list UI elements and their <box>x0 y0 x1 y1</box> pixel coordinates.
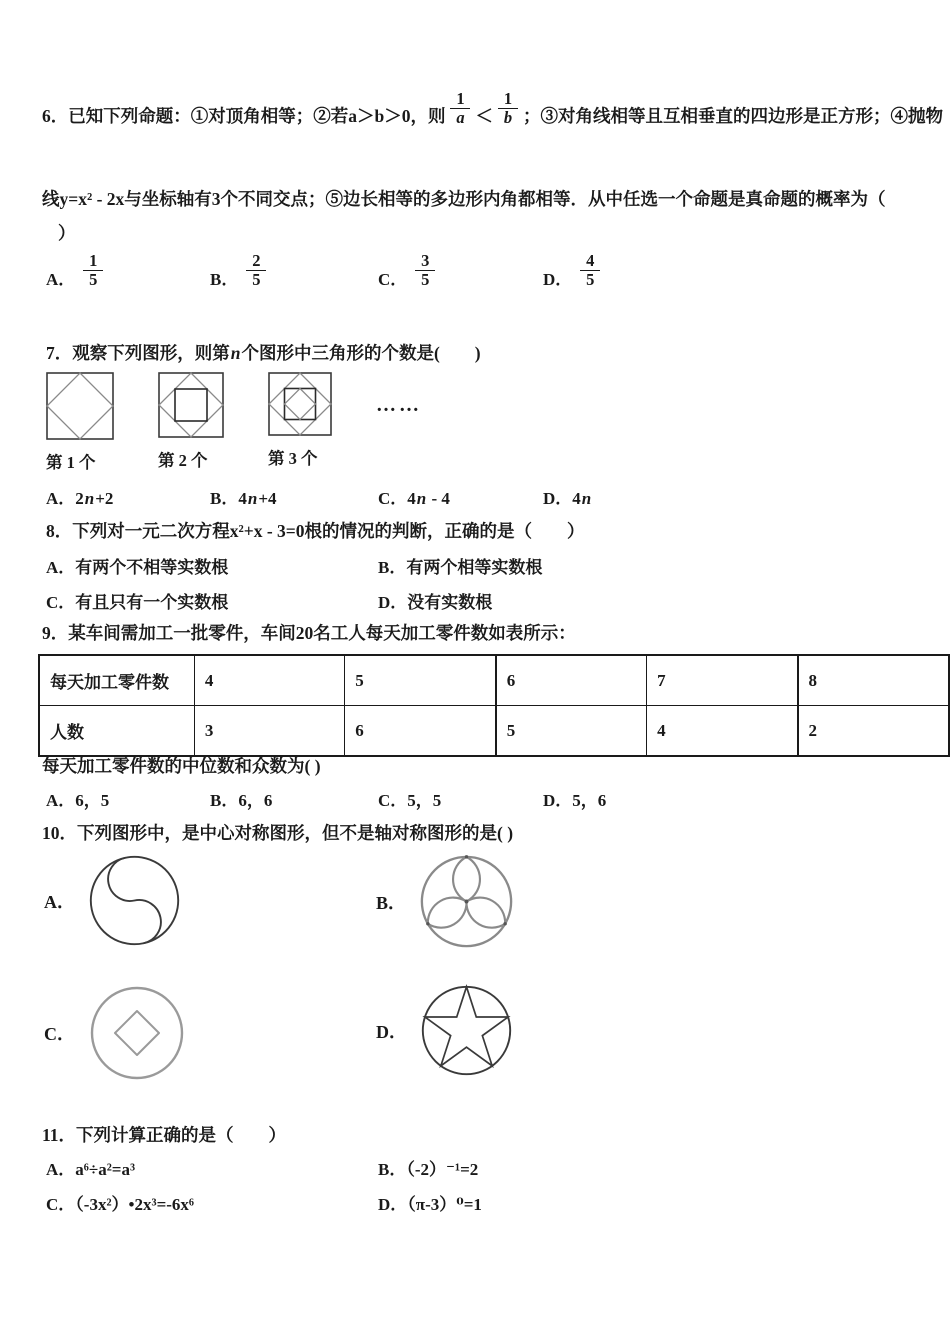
q6-option-a <box>46 252 108 290</box>
q11-option-b: B．（-2）⁻¹=2 <box>378 1160 479 1179</box>
q8-option-a: A．有两个不相等实数根 <box>46 558 229 577</box>
q7-options-row <box>0 484 950 508</box>
figure-caption: 第 1 个 <box>46 453 96 472</box>
q11-options-row1 <box>0 1155 950 1179</box>
q10-figures-row2 <box>0 983 950 1085</box>
trefoil-circle-icon <box>418 853 515 950</box>
q9-question-line: 每天加工零件数的中位数和众数为( ) <box>42 756 321 776</box>
table-cell: 4 <box>647 706 798 757</box>
table-header-cell: 每天加工零件数 <box>39 655 194 706</box>
less-than-sign: ＜ <box>475 105 493 126</box>
fraction-3-5: $\frac{3}{5}$ <box>415 252 435 290</box>
q10-stem: 10．下列图形中，是中心对称图形，但不是轴对称图形的是( ) <box>42 823 514 843</box>
q9-options-row <box>0 786 950 810</box>
q11-stem: 11．下列计算正确的是（ ） <box>42 1125 287 1145</box>
fraction-1-5: $\frac{1}{5}$ <box>83 252 103 290</box>
table-row-parts <box>39 655 949 706</box>
q6-option-d <box>543 252 605 290</box>
q9-option-d: D．5，6 <box>543 791 607 810</box>
square-diamond-square-diamond-icon <box>268 372 332 436</box>
table-header-cell: 人数 <box>39 706 194 757</box>
q8-stem: 8．下列对一元二次方程x²+x - 3=0根的情况的判断，正确的是（ ） <box>46 521 585 541</box>
q8-option-c: C．有且只有一个实数根 <box>46 593 229 612</box>
q11-option-a: A．a⁶÷a²=a³ <box>46 1160 136 1179</box>
table-cell: 8 <box>798 655 949 706</box>
q7-option-b: B．4n+4 <box>210 489 277 508</box>
q6-number: 6． <box>42 105 69 126</box>
q10-option-c: C． <box>44 983 187 1083</box>
figure-caption: 第 2 个 <box>158 451 208 470</box>
table-cell: 2 <box>798 706 949 757</box>
q9-stem: 9．某车间需加工一批零件，车间20名工人每天加工零件数如表所示： <box>42 623 576 643</box>
q9-number: 9． <box>42 623 69 643</box>
fraction-one-over-a: $\frac{1}{a}$ <box>450 90 470 128</box>
q10-option-b: B． <box>376 853 515 950</box>
q7-figure-2 <box>158 372 224 471</box>
table-cell: 5 <box>496 706 647 757</box>
option-label: C． <box>378 269 408 289</box>
square-diamond-square-icon <box>158 372 224 438</box>
q9-option-c: C．5，5 <box>378 791 442 810</box>
q7-option-a: A．2n+2 <box>46 489 114 508</box>
q8-option-b: B．有两个相等实数根 <box>378 558 543 577</box>
q6-close-paren: ） <box>58 223 76 243</box>
table-cell: 6 <box>345 706 496 757</box>
q9-option-a: A．6，5 <box>46 791 110 810</box>
fraction-2-5: $\frac{2}{5}$ <box>246 252 266 290</box>
table-cell: 5 <box>345 655 496 706</box>
q6-stem-part2: ；③对角线相等且互相垂直的四边形是正方形；④抛物 <box>522 105 943 126</box>
ellipsis-dots: …… <box>376 394 422 416</box>
q11-number: 11． <box>42 1125 77 1145</box>
q7-option-c: C．4n - 4 <box>378 489 450 508</box>
fraction-4-5: $\frac{4}{5}$ <box>580 252 600 290</box>
star-circle-icon <box>419 983 514 1078</box>
q6-options-row <box>0 252 950 308</box>
table-cell: 7 <box>647 655 798 706</box>
q8-options-row1 <box>0 553 950 577</box>
q7-option-d: D．4n <box>543 489 592 508</box>
q6-stem-part1: 已知下列命题：①对顶角相等；②若a＞b＞0，则 <box>68 105 446 126</box>
q6-option-b <box>210 252 271 290</box>
option-label: A． <box>46 269 76 289</box>
q7-figures-row <box>46 372 422 473</box>
q8-options-row2 <box>0 588 950 612</box>
variable-n: n <box>230 343 241 363</box>
square-with-diamond-icon <box>46 372 114 440</box>
table-cell: 4 <box>194 655 344 706</box>
fraction-one-over-b: $\frac{1}{b}$ <box>498 90 518 128</box>
q8-option-d: D．没有实数根 <box>378 593 493 612</box>
q6-stem-line1 <box>42 90 943 128</box>
q10-option-d: D． <box>376 983 514 1078</box>
q10-number: 10． <box>42 823 77 843</box>
q7-stem: 7．观察下列图形，则第n个图形中三角形的个数是( ) <box>46 343 481 363</box>
q6-option-c <box>378 252 440 290</box>
coin-diamond-icon <box>87 983 187 1083</box>
q7-number: 7． <box>46 343 73 363</box>
option-label: D． <box>543 269 573 289</box>
q11-option-c: C．（-3x²）•2x³=-6x⁶ <box>46 1195 195 1214</box>
option-label: B． <box>210 269 239 289</box>
table-row-workers <box>39 706 949 757</box>
q10-option-a: A． <box>44 853 182 948</box>
q11-option-d: D．（π-3）⁰=1 <box>378 1195 482 1214</box>
yin-yang-icon <box>87 853 182 948</box>
q7-figure-3 <box>268 372 332 469</box>
q9-option-b: B．6，6 <box>210 791 273 810</box>
table-cell: 6 <box>496 655 647 706</box>
q11-options-row2 <box>0 1190 950 1214</box>
parts-per-day-table <box>38 654 950 757</box>
table-cell: 3 <box>194 706 344 757</box>
q7-figure-1 <box>46 372 114 473</box>
q10-figures-row1 <box>0 853 950 950</box>
figure-caption: 第 3 个 <box>268 449 318 468</box>
q6-stem-line2: 线y=x² - 2x与坐标轴有3个不同交点；⑤边长相等的多边形内角都相等．从中任选一个命题是真命题的概率为（ <box>42 189 886 209</box>
q8-number: 8． <box>46 521 73 541</box>
